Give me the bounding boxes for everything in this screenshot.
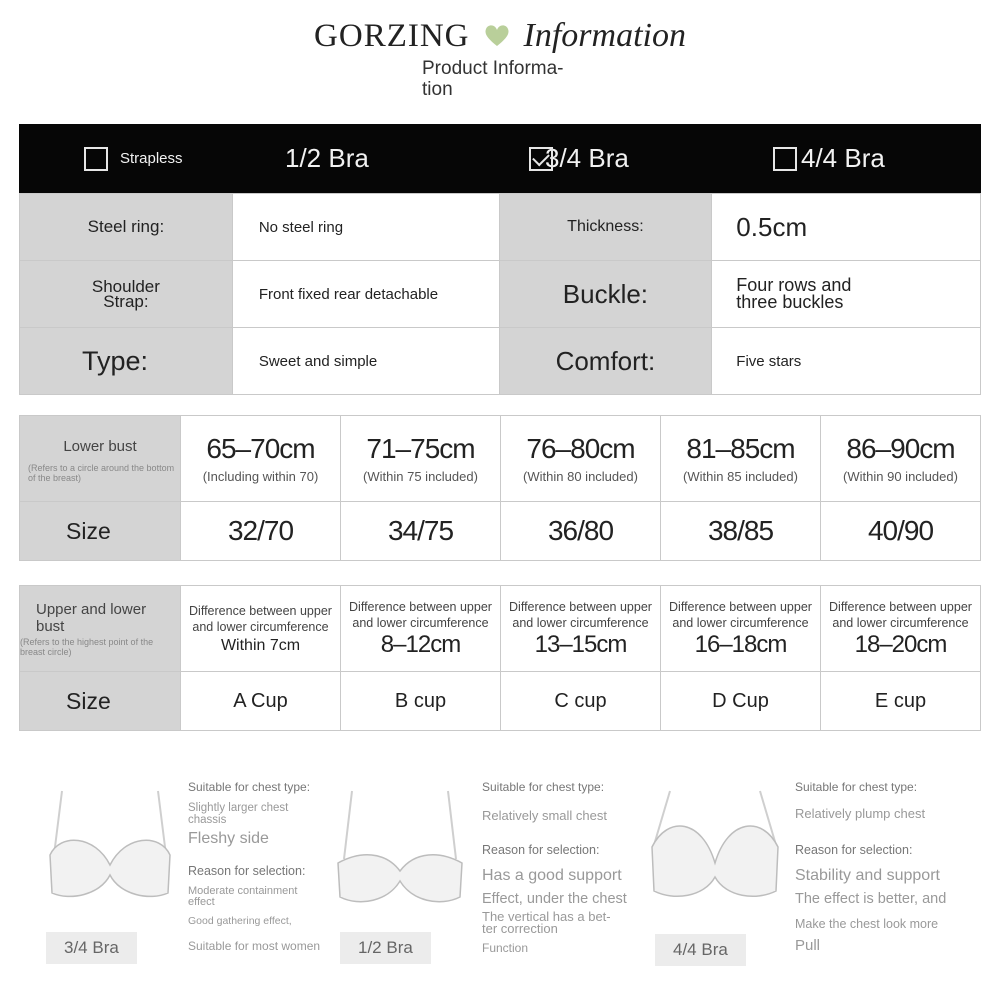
reason-line: Moderate containment — [188, 885, 298, 897]
difference-text — [661, 599, 820, 631]
steel-ring-label: Steel ring: — [20, 194, 233, 261]
checkbox-checked-icon[interactable] — [529, 147, 553, 171]
upper-lower-note: (Refers to the highest point of the breast circle) — [20, 636, 154, 657]
suitable-title: Suitable for chest type: — [795, 780, 918, 794]
reason-line: Stability and support — [795, 867, 940, 884]
half-bra-description — [482, 780, 642, 955]
suitable-line: chassis — [188, 814, 227, 826]
reason-text — [482, 911, 642, 935]
cup-cell: C cup — [501, 672, 661, 731]
reason-text — [188, 886, 338, 908]
reason-line: Make the chest look more — [795, 917, 939, 931]
reason-line: Suitable for most women — [188, 939, 321, 953]
difference-value: 16–18cm — [694, 630, 787, 658]
suitable-text — [188, 802, 338, 826]
steel-ring-value: No steel ring — [232, 194, 499, 261]
lower-bust-detail: (Including within 70) — [202, 469, 319, 484]
cup-cell: B cup — [341, 672, 501, 731]
difference-line-2: and lower circumference — [672, 615, 809, 630]
lower-bust-cell — [181, 416, 341, 502]
band-size-cell: 38/85 — [661, 502, 821, 561]
cup-difference-cell — [181, 586, 341, 672]
type-full-label: 4/4 Bra — [801, 143, 885, 173]
information-heading: Information — [523, 17, 686, 54]
lower-bust-cell — [661, 416, 821, 502]
difference-line-2: and lower circumference — [512, 615, 649, 630]
reason-title: Reason for selection: — [795, 843, 913, 857]
upper-lower-label-line-1: Upper and lower — [36, 600, 147, 618]
suitable-line: Slightly larger chest — [188, 802, 289, 814]
reason-line: The vertical has a bet- — [482, 909, 611, 924]
buckle-label: Buckle: — [499, 261, 712, 328]
lower-bust-range: 86–90cm — [846, 433, 955, 464]
shoulder-strap-label — [20, 261, 233, 328]
lower-bust-range: 71–75cm — [366, 433, 475, 464]
cup-difference-cell — [661, 586, 821, 672]
suitable-line: Relatively small chest — [482, 808, 607, 823]
lower-bust-header — [20, 416, 181, 502]
comfort-label: Comfort: — [499, 328, 712, 395]
difference-value: 13–15cm — [534, 630, 627, 658]
band-size-cell: 36/80 — [501, 502, 661, 561]
reason-line: ter correction — [482, 921, 558, 936]
reason-line: Function — [482, 941, 529, 955]
brand-logo: GORZING — [314, 17, 470, 54]
type-full[interactable] — [773, 143, 885, 174]
difference-line-1: Difference between upper — [669, 599, 812, 614]
suitable-title: Suitable for chest type: — [188, 780, 311, 794]
difference-value: 18–20cm — [854, 630, 947, 658]
lower-bust-cell — [501, 416, 661, 502]
shoulder-label-line-1: Shoulder — [91, 277, 160, 296]
type-strapless[interactable] — [84, 147, 183, 171]
lower-bust-detail: (Within 80 included) — [523, 469, 638, 484]
comfort-value: Five stars — [712, 328, 981, 395]
upper-lower-bust-header — [20, 586, 181, 672]
lower-bust-detail: (Within 75 included) — [363, 469, 478, 484]
three-quarter-bra-icon — [40, 785, 180, 915]
reason-title: Reason for selection: — [482, 843, 600, 857]
suitable-title: Suitable for chest type: — [482, 780, 605, 794]
subtitle-line-1: Product Informa- — [422, 58, 564, 79]
difference-value: 8–12cm — [380, 630, 461, 658]
difference-text — [181, 603, 340, 635]
lower-bust-cell — [341, 416, 501, 502]
full-cup-bra-description — [795, 780, 985, 954]
thickness-label: Thickness: — [499, 194, 712, 261]
lower-bust-range: 65–70cm — [206, 433, 315, 464]
difference-line-2: and lower circumference — [192, 619, 329, 634]
type-half-label: 1/2 Bra — [285, 143, 369, 173]
subtitle-line-2: tion — [422, 79, 453, 100]
difference-line-1: Difference between upper — [189, 603, 332, 618]
buckle-value-line-1: Four rows and — [736, 275, 852, 295]
lower-bust-cell — [821, 416, 981, 502]
cup-size-label: Size — [20, 672, 181, 731]
reason-line: Good gathering effect, — [188, 915, 292, 927]
cup-difference-cell — [501, 586, 661, 672]
shoulder-label-line-2: Strap: — [103, 292, 149, 311]
difference-line-2: and lower circumference — [832, 615, 969, 630]
band-size-cell: 32/70 — [181, 502, 341, 561]
bra-type-bar — [19, 124, 981, 193]
half-bra-label: 1/2 Bra — [340, 932, 431, 964]
lower-bust-detail: (Within 85 included) — [683, 469, 798, 484]
header — [0, 14, 1000, 58]
reason-line: effect — [188, 896, 215, 908]
reason-line: Has a good support — [482, 867, 622, 884]
lower-bust-note: (Refers to a circle around the bottom of the breast) — [28, 463, 175, 483]
difference-line-2: and lower circumference — [352, 615, 489, 630]
type-strapless-label: Strapless — [120, 150, 183, 167]
difference-line-1: Difference between upper — [829, 599, 972, 614]
full-cup-bra-icon — [640, 785, 790, 915]
size-label: Size — [20, 502, 181, 561]
lower-bust-label: Lower bust — [63, 438, 137, 455]
band-size-cell: 40/90 — [821, 502, 981, 561]
shoulder-strap-value: Front fixed rear detachable — [232, 261, 499, 328]
difference-line-1: Difference between upper — [349, 599, 492, 614]
thickness-value: 0.5cm — [712, 194, 981, 261]
type-three-quarter[interactable] — [529, 143, 629, 174]
checkbox-icon[interactable] — [84, 147, 108, 171]
lower-bust-table — [19, 415, 981, 561]
reason-title: Reason for selection: — [188, 864, 306, 878]
lower-bust-range: 81–85cm — [686, 433, 795, 464]
difference-text — [501, 599, 660, 631]
lower-bust-detail: (Within 90 included) — [843, 469, 958, 484]
three-quarter-bra-description — [188, 780, 338, 953]
reason-line: Effect, under the chest — [482, 891, 627, 907]
reason-line: The effect is better, and — [795, 891, 947, 907]
difference-value: Within 7cm — [220, 636, 301, 654]
buckle-value — [712, 261, 981, 328]
brand-line — [0, 14, 1000, 58]
difference-line-1: Difference between upper — [509, 599, 652, 614]
properties-table — [19, 193, 981, 395]
three-quarter-bra-label: 3/4 Bra — [46, 932, 137, 964]
cup-difference-cell — [821, 586, 981, 672]
band-size-cell: 34/75 — [341, 502, 501, 561]
lower-bust-range: 76–80cm — [526, 433, 635, 464]
cup-cell: D Cup — [661, 672, 821, 731]
type-half[interactable] — [285, 143, 369, 174]
type-value: Sweet and simple — [232, 328, 499, 395]
upper-lower-label-line-2: bust — [36, 617, 65, 635]
type-label: Type: — [20, 328, 233, 395]
difference-text — [341, 599, 500, 631]
suitable-line: Relatively plump chest — [795, 806, 926, 821]
buckle-value-line-2: three buckles — [736, 292, 844, 312]
full-cup-bra-label: 4/4 Bra — [655, 934, 746, 966]
heart-icon — [484, 24, 510, 48]
subtitle — [422, 58, 582, 100]
half-bra-icon — [330, 785, 470, 915]
checkbox-icon[interactable] — [773, 147, 797, 171]
reason-line: Pull — [795, 937, 821, 954]
cup-cell: E cup — [821, 672, 981, 731]
cup-size-table — [19, 585, 981, 731]
cup-difference-cell — [341, 586, 501, 672]
suitable-line: Fleshy side — [188, 830, 269, 847]
cup-cell: A Cup — [181, 672, 341, 731]
upper-lower-label — [20, 601, 180, 635]
difference-text — [821, 599, 980, 631]
type-three-quarter-label: 3/4 Bra — [545, 143, 629, 173]
bra-style-guide — [0, 770, 1000, 1000]
